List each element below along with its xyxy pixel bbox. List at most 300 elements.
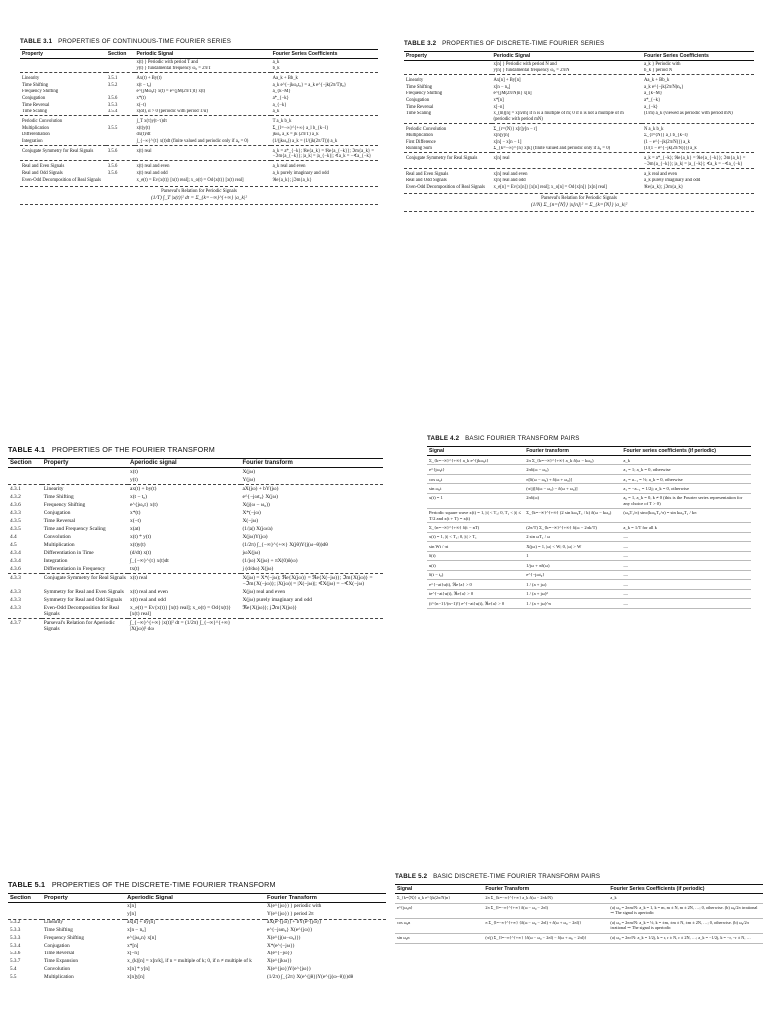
table-cell: X(jω) = 1, |ω| < W; 0, |ω| > W bbox=[524, 542, 621, 551]
table-cell: X(e^{j(ω−ω₀)}) bbox=[267, 935, 301, 941]
table-row bbox=[404, 91, 754, 98]
table-row bbox=[20, 109, 378, 116]
table-cell: 1/jω + πδ(ω) bbox=[524, 561, 621, 570]
table-cell: a_k = 1/T for all k bbox=[621, 523, 751, 532]
table-cell: Multiplication bbox=[406, 133, 433, 139]
table-cell: Real and Odd Signals bbox=[22, 170, 63, 176]
table-cell: x(at) bbox=[130, 525, 141, 532]
table-cell: — bbox=[621, 532, 751, 541]
table-row bbox=[427, 456, 751, 465]
divider bbox=[20, 204, 378, 205]
table-row bbox=[20, 132, 378, 139]
table-cell: Ax(t) + By(t) bbox=[135, 73, 271, 83]
table-cell: Linearity bbox=[42, 919, 125, 927]
table-row bbox=[404, 146, 754, 153]
table-cell bbox=[20, 66, 106, 73]
table-cell: x(t − t₀) bbox=[136, 82, 152, 88]
table-cell: a_k bbox=[272, 59, 280, 65]
table-cell: x(−t) bbox=[130, 517, 141, 524]
table-cell: — bbox=[621, 589, 751, 598]
table-cell: 5.5 bbox=[10, 973, 17, 980]
parseval-title: Parseval's Relation for Periodic Signals bbox=[404, 193, 754, 201]
table-cell: Real and Even Signals bbox=[20, 161, 106, 171]
table-cell: x_(k)[n] = x[n/k], if n = multiple of k; 0, if n ≠ multiple of k bbox=[127, 958, 252, 965]
table-row bbox=[395, 894, 763, 904]
table-cell: a_k bbox=[608, 894, 763, 904]
table-cell: e^{jMω₀t} x(t) = e^{jM(2π/T)t} x(t) bbox=[136, 89, 206, 95]
table-cell: y(t) } fundamental frequency ω₀ = 2π/T bbox=[136, 66, 211, 72]
table-cell: x(t) real bbox=[135, 145, 271, 160]
table-cell: Convolution bbox=[43, 533, 71, 540]
table-body bbox=[395, 894, 763, 944]
table-row bbox=[20, 102, 378, 109]
table-cell: X(jω) purely imaginary and odd bbox=[242, 596, 312, 603]
table-row bbox=[20, 125, 378, 132]
table-cell: a_k real and even bbox=[271, 161, 378, 171]
table-cell bbox=[404, 68, 492, 75]
table-cell: a_{−k} bbox=[272, 102, 287, 108]
table-cell: 4.3.3 bbox=[10, 604, 21, 611]
table-cell: Time Reversal bbox=[406, 104, 434, 110]
table-cell: a_{k−M} bbox=[272, 89, 291, 95]
table-cell: a₁ = −a₋₁ = 1/2j; a_k = 0, otherwise bbox=[621, 484, 751, 493]
table-cell: e^{jω₀t} x(t) bbox=[130, 501, 158, 508]
table-cell: 4.3.3 bbox=[8, 573, 42, 588]
table-cell bbox=[42, 903, 125, 911]
table-cell: (d/dt) x(t) bbox=[130, 549, 152, 556]
table-cell: 2π Σ_{l=−∞}^{+∞} δ(ω − ω₀ − 2πl) bbox=[483, 903, 608, 918]
table-row bbox=[427, 493, 751, 508]
table-cell: jωX(jω) bbox=[242, 549, 261, 556]
table-3-1-panel bbox=[20, 38, 378, 378]
table-cell: x(t)y(t) bbox=[136, 125, 151, 131]
table-row bbox=[427, 474, 751, 483]
table-cell: X(e^{jkω}) bbox=[267, 958, 292, 965]
table-row bbox=[8, 919, 386, 927]
column-header: Fourier Series Coefficients (if periodic) bbox=[608, 885, 763, 894]
table-row bbox=[8, 468, 383, 476]
properties-table bbox=[8, 893, 386, 982]
table-cell bbox=[106, 116, 135, 126]
table-cell: 2πδ(ω) bbox=[524, 493, 621, 508]
table-body bbox=[20, 59, 378, 184]
column-header: Fourier Series Coefficients bbox=[271, 50, 378, 59]
table-cell bbox=[241, 619, 384, 634]
table-cell: cos ω₀n bbox=[395, 918, 483, 933]
header-row bbox=[395, 885, 763, 894]
table-row bbox=[395, 903, 763, 918]
table-cell bbox=[42, 468, 128, 476]
table-cell: 4.3.1 bbox=[8, 484, 42, 492]
table-row bbox=[404, 139, 754, 146]
header-row bbox=[20, 50, 378, 59]
table-cell: Real and Odd Signals bbox=[406, 178, 447, 184]
table-row bbox=[8, 927, 386, 935]
table-row bbox=[8, 943, 386, 951]
table-cell: dx(t)/dt bbox=[136, 132, 151, 138]
table-cell: a₁ = a₋₁ = ½; a_k = 0, otherwise bbox=[621, 474, 751, 483]
table-cell: Symmetry for Real and Odd Signals bbox=[43, 596, 123, 603]
table-cell: (1/m) a_k (viewed as periodic with period mN) bbox=[644, 111, 733, 117]
table-cell: Conjugate Symmetry for Real Signals bbox=[42, 573, 128, 588]
table-cell: Integration bbox=[43, 557, 68, 564]
transform-pairs-table bbox=[395, 884, 763, 944]
table-row bbox=[404, 133, 754, 140]
table-cell: Aa_k + Bb_k bbox=[642, 75, 754, 85]
table-cell: Time Reversal bbox=[43, 517, 76, 524]
table-cell: x[n]y[n] bbox=[493, 133, 510, 139]
table-caption bbox=[404, 40, 754, 47]
table-cell: Parseval's Relation for Aperiodic Signals bbox=[42, 619, 128, 634]
table-cell: 4.3.4 bbox=[10, 549, 21, 556]
table-cell: Conjugate Symmetry for Real Signals bbox=[20, 145, 106, 160]
table-cell: x[n] real and odd bbox=[493, 178, 526, 184]
table-cell: (a) ω₀ = 2πm/N: a_k = 1, k = m, m ± N, m ± 2N, …; 0, otherwise. (b) ω₀/2π irrational ⇒ The signal is aperiodic bbox=[608, 903, 763, 918]
table-cell: 5.3.3 bbox=[10, 935, 21, 941]
table-cell: Y(e^{jω}) } period 2π bbox=[267, 910, 314, 917]
table-cell: e^{jω₀n} bbox=[395, 903, 483, 918]
table-row bbox=[8, 573, 383, 588]
table-number: TABLE 4.1 bbox=[8, 445, 46, 454]
column-header: Property bbox=[42, 459, 128, 468]
table-cell: x(t) = 1 bbox=[427, 493, 524, 508]
table-caption bbox=[20, 38, 378, 45]
table-cell: ∫_T x(τ)y(t−τ)dτ bbox=[135, 116, 271, 126]
table-number: TABLE 3.2 bbox=[404, 40, 437, 47]
column-header: Fourier Series Coefficients bbox=[642, 52, 754, 61]
table-cell: 4.3.6 bbox=[10, 565, 21, 572]
table-cell: Differentiation in Frequency bbox=[43, 565, 106, 572]
table-cell: X(jω) = X*(−jω); ℜe{X(jω)} = ℜe{X(−jω)}; ℑm{X(jω)} = −ℑm{X(−jω)}; |X(jω)| = |X(−jω)|; ∢X(jω) = −∢X(−jω) bbox=[241, 573, 384, 588]
table-cell bbox=[106, 132, 135, 139]
table-title: PROPERTIES OF DISCRETE-TIME FOURIER SERIES bbox=[442, 40, 605, 47]
table-cell: Σ_{k=⟨N⟩} a_k e^{jk(2π/N)n} bbox=[395, 894, 483, 904]
table-row bbox=[8, 525, 383, 533]
table-cell: a_k e^{−jk(2π/N)n₀} bbox=[644, 84, 684, 90]
table-body bbox=[427, 456, 751, 609]
header-row bbox=[8, 459, 383, 468]
table-cell: X(e^{−jω}) bbox=[267, 950, 292, 957]
table-cell: e^{−at}u(t), ℜe{a} > 0 bbox=[427, 580, 524, 589]
transform-pairs-table bbox=[427, 446, 751, 609]
table-cell bbox=[42, 476, 128, 484]
table-cell: 4.3.4 bbox=[10, 557, 21, 564]
table-cell: 2πδ(ω − ω₀) bbox=[524, 465, 621, 474]
properties-table bbox=[20, 49, 378, 184]
table-row bbox=[8, 619, 383, 634]
table-cell: j (d/dω) X(jω) bbox=[242, 565, 274, 572]
table-cell: Σ_{l=−∞}^{+∞} a_l b_{k−l} bbox=[272, 125, 329, 131]
table-cell: x[n] real and even bbox=[492, 168, 643, 178]
table-cell: Integration bbox=[22, 138, 43, 144]
table-cell: (π/j) Σ_{l=−∞}^{+∞} {δ(ω − ω₀ − 2πl) − δ(ω + ω₀ − 2πl)} bbox=[483, 933, 608, 943]
table-cell: 4.3.7 bbox=[8, 619, 42, 634]
table-title: BASIC DISCRETE-TIME FOURIER TRANSFORM PAIRS bbox=[433, 873, 601, 880]
table-cell: a_k purely imaginary and odd bbox=[272, 170, 329, 176]
table-cell bbox=[8, 468, 42, 476]
table-cell: b_k bbox=[272, 66, 280, 72]
table-row bbox=[427, 465, 751, 474]
table-cell: — bbox=[621, 542, 751, 551]
column-header: Section bbox=[8, 459, 42, 468]
table-cell: Σ_{k=−∞}^{+∞} (2 sin kω₀T₁ / k) δ(ω − kω₀) bbox=[524, 508, 621, 523]
table-cell: sin Wt / πt bbox=[427, 542, 524, 551]
table-row bbox=[427, 580, 751, 589]
table-cell: 1 / (a + jω) bbox=[524, 580, 621, 589]
table-cell: x(αt), α > 0 (periodic with period T/α) bbox=[136, 109, 208, 115]
table-cell: Time Shifting bbox=[406, 84, 433, 90]
table-cell: sin ω₀n bbox=[395, 933, 483, 943]
table-cell bbox=[106, 66, 135, 73]
table-5-2-panel bbox=[395, 873, 763, 1024]
column-header: Fourier transform bbox=[524, 447, 621, 456]
table-cell: a_k } Periodic with bbox=[644, 61, 681, 67]
table-cell: Time Reversal bbox=[44, 950, 75, 957]
table-cell: x[n − n₀] bbox=[127, 927, 146, 934]
table-body bbox=[8, 903, 386, 982]
column-header: Fourier transform bbox=[241, 459, 384, 468]
table-cell: y(t) bbox=[130, 476, 138, 483]
table-title: BASIC FOURIER TRANSFORM PAIRS bbox=[465, 435, 580, 442]
table-cell: Differentiation bbox=[22, 132, 50, 138]
table-row bbox=[8, 951, 386, 959]
table-title: PROPERTIES OF THE DISCRETE-TIME FOURIER TRANSFORM bbox=[51, 880, 276, 889]
header-row bbox=[8, 894, 386, 903]
table-row bbox=[404, 68, 754, 75]
table-row bbox=[395, 933, 763, 943]
table-cell: Frequency Shifting bbox=[22, 89, 59, 95]
table-cell: aX(jω) + bY(jω) bbox=[241, 484, 384, 492]
table-cell: X*(−jω) bbox=[242, 509, 261, 516]
table-cell: T a_k b_k bbox=[271, 116, 378, 126]
table-cell: Conjugation bbox=[44, 942, 70, 949]
column-header: Property bbox=[20, 50, 106, 59]
table-row bbox=[20, 116, 378, 126]
table-cell: — bbox=[621, 580, 751, 589]
table-cell: cos ω₀t bbox=[427, 474, 524, 483]
table-cell: Linearity bbox=[20, 73, 106, 83]
table-row bbox=[8, 588, 383, 596]
table-cell: 2π Σ_{k=−∞}^{+∞} a_k δ(ω − 2πk/N) bbox=[483, 894, 608, 904]
table-cell: jkω₀ a_k = jk (2π/T) a_k bbox=[272, 132, 319, 138]
table-row bbox=[8, 966, 386, 974]
column-header: Aperiodic signal bbox=[128, 459, 241, 468]
table-cell: (1/(jkω₀)) a_k = (1/(jk(2π/T))) a_k bbox=[272, 138, 338, 144]
table-cell: 1 / (a + jω)^n bbox=[524, 599, 621, 608]
table-caption bbox=[395, 873, 763, 880]
table-row bbox=[427, 523, 751, 532]
table-cell: e^{−jωt₀} bbox=[524, 570, 621, 579]
table-row bbox=[404, 97, 754, 104]
table-cell: Σ_{k=−∞}^{n} x[k] (finite valued and periodic only if a₀ = 0) bbox=[493, 146, 611, 152]
table-cell: δ(t) bbox=[427, 551, 524, 560]
table-cell: δ(t − t₀) bbox=[427, 570, 524, 579]
table-row bbox=[8, 509, 383, 517]
table-row bbox=[427, 484, 751, 493]
table-cell bbox=[106, 177, 135, 184]
table-cell: (1/2π) ∫_{−∞}^{+∞} X(jθ)Y(j(ω−θ))dθ bbox=[242, 541, 328, 548]
table-cell bbox=[20, 59, 106, 66]
table-cell: e^{−jωn₀} X(e^{jω}) bbox=[267, 927, 313, 934]
table-cell: Time Scaling bbox=[22, 109, 47, 115]
table-cell: Time Shifting bbox=[44, 927, 73, 934]
table-cell: 3.5.6 bbox=[107, 170, 118, 176]
table-cell: a_k bbox=[272, 109, 280, 115]
table-cell: e^{jM(2π/N)n} x[n] bbox=[493, 91, 532, 97]
table-cell: Frequency Shifting bbox=[406, 91, 443, 97]
table-cell: a_k bbox=[621, 456, 751, 465]
table-cell: 2π Σ_{k=−∞}^{+∞} a_k δ(ω − kω₀) bbox=[524, 456, 621, 465]
table-cell: Time Shifting bbox=[43, 493, 74, 500]
table-cell: Even-Odd Decomposition for Real Signals bbox=[43, 604, 120, 618]
table-row bbox=[8, 596, 383, 604]
table-cell: a_k = a*_{−k}; ℜe{a_k} = ℜe{a_{−k}}; ℑm{a_k} = −ℑm{a_{−k}}; |a_k| = |a_{−k}|; ∢a_k = −∢a_{−k} bbox=[642, 153, 754, 168]
table-row bbox=[8, 565, 383, 573]
table-cell: x*(t) bbox=[136, 95, 146, 101]
table-cell: (1/2π) ∫_{2π} X(e^{jθ})Y(e^{j(ω−θ)})dθ bbox=[267, 973, 354, 980]
table-row bbox=[427, 551, 751, 560]
column-header: Section bbox=[8, 894, 42, 903]
table-row bbox=[404, 104, 754, 111]
table-cell: tx(t) bbox=[130, 565, 140, 572]
table-cell: (1/|a|) X(jω/a) bbox=[242, 525, 273, 532]
table-cell: Multiplication bbox=[43, 541, 75, 548]
table-cell: ax[n] + by[n] bbox=[125, 919, 265, 927]
table-cell: Linearity bbox=[42, 484, 128, 492]
table-cell: y[n] bbox=[127, 910, 136, 917]
table-row bbox=[404, 111, 754, 124]
table-row bbox=[427, 542, 751, 551]
parseval-equation: (1/T) ∫_T |x(t)|² dt = Σ_{k=−∞}^{+∞} |a_k|² bbox=[151, 194, 247, 201]
table-4-2-panel bbox=[427, 435, 751, 875]
table-cell: ∫_{−∞}^{t} x(t)dt (finite valued and periodic only if a₀ = 0) bbox=[136, 138, 249, 144]
table-cell: X(jω)Y(jω) bbox=[242, 533, 268, 540]
table-cell: Σ_{k=−∞}^{+∞} a_k e^{jkω₀t} bbox=[427, 456, 524, 465]
table-cell: First Difference bbox=[406, 139, 436, 145]
table-cell: 3.5.5 bbox=[107, 125, 118, 131]
table-cell: Time Shifting bbox=[22, 82, 49, 88]
table-cell: 3.5.4 bbox=[107, 109, 118, 115]
table-cell: — bbox=[621, 561, 751, 570]
table-cell: Conjugation bbox=[406, 97, 430, 103]
column-header: Fourier series coefficients (if periodic) bbox=[621, 447, 751, 456]
table-cell: Differentiation in Time bbox=[43, 549, 94, 556]
table-cell: 3.5.1 bbox=[106, 73, 135, 83]
table-cell: Multiplication bbox=[22, 125, 49, 131]
table-cell: X(−jω) bbox=[242, 517, 259, 524]
table-cell: Symmetry for Real and Even Signals bbox=[43, 588, 124, 595]
table-cell: x_(m)[n] = x[n/m] if n is a multiple of m; 0 if n is not a multiple of m (periodic with period mN) bbox=[493, 111, 624, 122]
table-row bbox=[8, 604, 383, 619]
table-row bbox=[8, 974, 386, 982]
table-cell: x[n] bbox=[127, 902, 136, 909]
table-cell: Running Sum bbox=[406, 146, 432, 152]
table-cell: 4.3.3 bbox=[10, 509, 21, 516]
table-cell: Σ_{n=−∞}^{+∞} δ(t − nT) bbox=[427, 523, 524, 532]
table-cell: y[n] } fundamental frequency ω₀ = 2π/N bbox=[493, 68, 570, 74]
table-cell: Conjugation bbox=[43, 509, 71, 516]
table-cell: x*[n] bbox=[493, 97, 504, 103]
table-cell: a*_{−k} bbox=[272, 95, 289, 101]
table-cell: 5.3.4 bbox=[10, 942, 21, 949]
table-cell: 3.5.6 bbox=[106, 161, 135, 171]
table-cell: 4.4 bbox=[10, 533, 17, 540]
table-row bbox=[20, 145, 378, 160]
column-header: Property bbox=[42, 894, 125, 903]
table-cell: Frequency Shifting bbox=[43, 501, 86, 508]
table-cell: ∫_{−∞}^{+∞} |x(t)|² dt = (1/2π) ∫_{−∞}^{+∞} |X(jω)|² dω bbox=[128, 619, 241, 634]
header-row bbox=[427, 447, 751, 456]
table-cell: X*(e^{−jω}) bbox=[267, 942, 295, 949]
table-row bbox=[20, 170, 378, 177]
header-row bbox=[404, 52, 754, 61]
table-cell: Time Scaling bbox=[406, 111, 431, 117]
column-header: Fourier Transform bbox=[483, 885, 608, 894]
table-body bbox=[404, 61, 754, 191]
table-row bbox=[8, 958, 386, 966]
table-cell: X(jω) real and even bbox=[242, 588, 286, 595]
table-cell: sin ω₀t bbox=[427, 484, 524, 493]
table-cell: Time Expansion bbox=[44, 958, 78, 965]
table-cell: x(t)y(t) bbox=[130, 541, 146, 548]
table-cell: Conjugate Symmetry for Real Signals bbox=[404, 153, 492, 168]
table-row bbox=[20, 66, 378, 73]
table-cell: a₀ = 1, a_k = 0, k ≠ 0 (this is the Fourier series representation for any choice of T > 0) bbox=[621, 493, 751, 508]
table-cell: aX(e^{jω}) + bY(e^{jω}) bbox=[265, 919, 386, 927]
table-cell: Frequency Shifting bbox=[44, 935, 84, 941]
table-cell: Ax[n] + By[n] bbox=[492, 75, 643, 85]
table-row bbox=[427, 599, 751, 608]
table-cell: x(t) * y(t) bbox=[130, 533, 151, 540]
table-row bbox=[8, 541, 383, 549]
table-5-1-panel bbox=[8, 880, 386, 1024]
table-cell: e^{jω₀t} bbox=[427, 465, 524, 474]
table-row bbox=[404, 168, 754, 178]
table-cell: (π/j)[δ(ω − ω₀) − δ(ω + ω₀)] bbox=[524, 484, 621, 493]
table-row bbox=[427, 570, 751, 579]
table-cell: x(t) real and odd bbox=[136, 170, 168, 176]
table-cell: (a) ω₀ = 2πm/N: a_k = ½, k = ±m, ±m ± N, ±m ± 2N, …; 0, otherwise. (b) ω₀/2π irrational ⇒ The signal is aperiodic bbox=[608, 918, 763, 933]
table-row bbox=[404, 84, 754, 91]
table-cell: π Σ_{l=−∞}^{+∞} {δ(ω − ω₀ − 2πl) + δ(ω + ω₀ − 2πl)} bbox=[483, 918, 608, 933]
table-cell bbox=[8, 476, 42, 484]
table-cell: (t^{n−1}/(n−1)!) e^{−at}u(t), ℜe{a} > 0 bbox=[427, 599, 524, 608]
table-cell: x[n] } Periodic with period N and bbox=[493, 61, 557, 67]
table-cell: Aa_k + Bb_k bbox=[271, 73, 378, 83]
column-header: Section bbox=[106, 50, 135, 59]
table-cell: Σ_{l=⟨N⟩} a_l b_{k−l} bbox=[644, 133, 689, 139]
table-cell: x*[n] bbox=[127, 942, 139, 949]
table-cell: (1 − e^{−jk(2π/N)}) a_k bbox=[644, 139, 690, 145]
table-title: PROPERTIES OF CONTINUOUS-TIME FOURIER SERIES bbox=[58, 38, 232, 45]
divider bbox=[404, 211, 754, 212]
table-row bbox=[20, 95, 378, 102]
table-cell: x_e(t) = Ev{x(t)} [x(t) real]; x_o(t) = Od{x(t)} [x(t) real] bbox=[130, 604, 232, 618]
table-cell: 3.5.3 bbox=[107, 102, 118, 108]
table-row bbox=[20, 59, 378, 66]
table-cell: 2 sin ωT₁ / ω bbox=[524, 532, 621, 541]
table-row bbox=[404, 123, 754, 133]
table-row bbox=[427, 532, 751, 541]
table-cell: — bbox=[621, 551, 751, 560]
table-cell: a₁ = 1; a_k = 0, otherwise bbox=[621, 465, 751, 474]
table-row bbox=[8, 493, 383, 501]
table-cell: ∫_{−∞}^{t} x(t)dt bbox=[130, 557, 169, 564]
table-cell: ℜe{X(jω)}; jℑm{X(jω)} bbox=[242, 604, 297, 611]
table-cell: x[−n] bbox=[127, 950, 139, 957]
table-cell: Even-Odd Decomposition of Real Signals bbox=[22, 177, 101, 183]
table-row bbox=[404, 75, 754, 85]
